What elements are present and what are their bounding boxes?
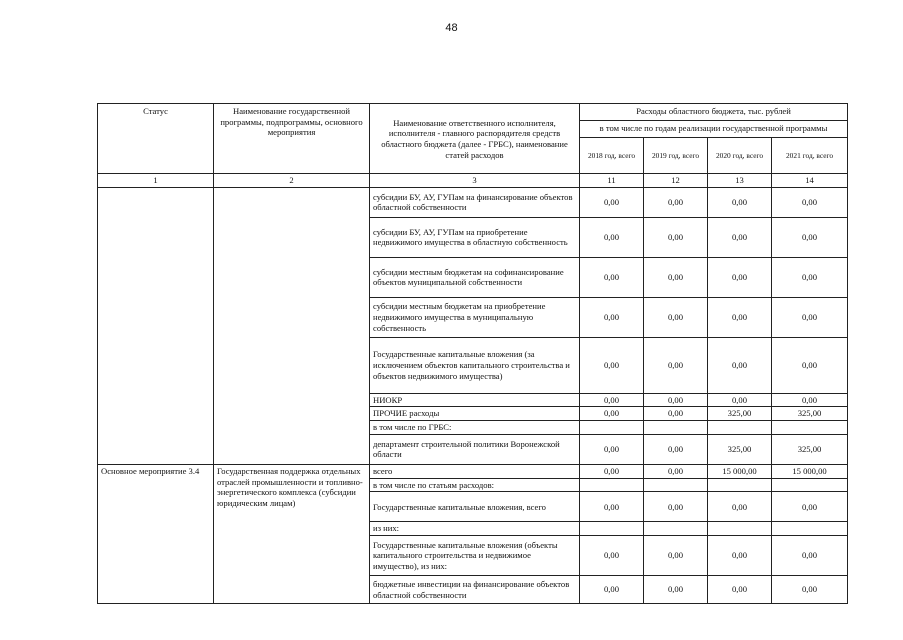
value-cell: 325,00	[772, 434, 848, 464]
value-cell: 0,00	[580, 297, 644, 337]
column-number: 1	[98, 174, 214, 188]
value-cell: 0,00	[772, 217, 848, 257]
expense-label: субсидии БУ, АУ, ГУПам на приобретение недвижимого имущества в областную собственность	[370, 217, 580, 257]
value-cell: 0,00	[644, 464, 708, 478]
value-cell: 0,00	[580, 217, 644, 257]
value-cell: 0,00	[772, 576, 848, 604]
value-cell: 0,00	[644, 536, 708, 576]
value-cell: 0,00	[644, 257, 708, 297]
table-row	[98, 187, 848, 217]
value-cell: 0,00	[580, 257, 644, 297]
expense-label: в том числе по статьям расходов:	[370, 478, 580, 492]
value-cell: 0,00	[580, 536, 644, 576]
value-cell	[772, 421, 848, 435]
value-cell: 0,00	[708, 257, 772, 297]
value-cell: 0,00	[708, 217, 772, 257]
expense-label: субсидии БУ, АУ, ГУПам на финансирование объектов областной собственности	[370, 187, 580, 217]
page-number: 48	[445, 22, 458, 34]
column-number: 12	[644, 174, 708, 188]
value-cell: 15 000,00	[708, 464, 772, 478]
value-cell: 325,00	[708, 434, 772, 464]
expense-label: субсидии местным бюджетам на софинансирование объектов муниципальной собственности	[370, 257, 580, 297]
header-executor: Наименование ответственного исполнителя, исполнителя - главного распорядителя средств областного бюджета (далее - ГРБС), наименование статей расходов	[370, 104, 580, 174]
expense-label: НИОКР	[370, 393, 580, 407]
value-cell	[644, 421, 708, 435]
expense-label: всего	[370, 464, 580, 478]
value-cell: 0,00	[772, 536, 848, 576]
expense-label: Государственные капитальные вложения, всего	[370, 492, 580, 522]
expense-label: ПРОЧИЕ расходы	[370, 407, 580, 421]
value-cell: 0,00	[580, 187, 644, 217]
value-cell: 0,00	[708, 393, 772, 407]
column-number: 14	[772, 174, 848, 188]
value-cell: 0,00	[772, 297, 848, 337]
value-cell: 0,00	[708, 297, 772, 337]
value-cell: 15 000,00	[772, 464, 848, 478]
value-cell	[580, 478, 644, 492]
expense-label: бюджетные инвестиции на финансирование объектов областной собственности	[370, 576, 580, 604]
value-cell	[644, 522, 708, 536]
header-year: 2021 год, всего	[772, 138, 848, 174]
column-number: 11	[580, 174, 644, 188]
value-cell	[708, 421, 772, 435]
value-cell	[580, 522, 644, 536]
value-cell	[708, 478, 772, 492]
value-cell: 0,00	[772, 393, 848, 407]
section-status: Основное мероприятие 3.4	[98, 464, 214, 603]
column-number: 2	[214, 174, 370, 188]
value-cell: 0,00	[708, 576, 772, 604]
value-cell	[772, 478, 848, 492]
header-program-name: Наименование государственной программы, подпрограммы, основного мероприятия	[214, 104, 370, 174]
header-year: 2020 год, всего	[708, 138, 772, 174]
value-cell: 0,00	[580, 407, 644, 421]
value-cell: 0,00	[644, 187, 708, 217]
value-cell	[708, 522, 772, 536]
budget-table	[97, 103, 848, 604]
value-cell: 0,00	[644, 337, 708, 393]
value-cell: 0,00	[644, 297, 708, 337]
value-cell: 0,00	[580, 576, 644, 604]
value-cell: 0,00	[644, 492, 708, 522]
header-by-years: в том числе по годам реализации государственной программы	[580, 121, 848, 138]
value-cell: 0,00	[580, 464, 644, 478]
value-cell: 0,00	[708, 337, 772, 393]
header-expenses: Расходы областного бюджета, тыс. рублей	[580, 104, 848, 121]
expense-label: департамент строительной политики Воронежской области	[370, 434, 580, 464]
value-cell: 0,00	[708, 187, 772, 217]
value-cell: 0,00	[580, 434, 644, 464]
value-cell	[772, 522, 848, 536]
header-year: 2018 год, всего	[580, 138, 644, 174]
header-status: Статус	[98, 104, 214, 174]
section-name: Государственная поддержка отдельных отраслей промышленности и топливно-энергетического комплекса (субсидии юридическим лицам)	[214, 464, 370, 603]
name-cell-empty	[214, 187, 370, 464]
header-year: 2019 год, всего	[644, 138, 708, 174]
column-number: 13	[708, 174, 772, 188]
column-number: 3	[370, 174, 580, 188]
value-cell: 0,00	[580, 393, 644, 407]
value-cell: 0,00	[644, 393, 708, 407]
expense-label: субсидии местным бюджетам на приобретение недвижимого имущества в муниципальную собственность	[370, 297, 580, 337]
value-cell: 0,00	[708, 536, 772, 576]
expense-label: Государственные капитальные вложения (за исключением объектов капитального строительства и объектов недвижимого имущества)	[370, 337, 580, 393]
value-cell: 325,00	[708, 407, 772, 421]
value-cell: 0,00	[644, 434, 708, 464]
value-cell: 0,00	[580, 492, 644, 522]
value-cell	[644, 478, 708, 492]
value-cell: 0,00	[772, 257, 848, 297]
value-cell	[580, 421, 644, 435]
expense-label: Государственные капитальные вложения (объекты капитального строительства и недвижимое имущество), из них:	[370, 536, 580, 576]
value-cell: 0,00	[772, 187, 848, 217]
value-cell: 0,00	[644, 576, 708, 604]
status-cell-empty	[98, 187, 214, 464]
value-cell: 325,00	[772, 407, 848, 421]
value-cell: 0,00	[644, 407, 708, 421]
table-row	[98, 464, 848, 478]
value-cell: 0,00	[772, 492, 848, 522]
value-cell: 0,00	[708, 492, 772, 522]
value-cell: 0,00	[772, 337, 848, 393]
expense-label: из них:	[370, 522, 580, 536]
expense-label: в том числе по ГРБС:	[370, 421, 580, 435]
value-cell: 0,00	[644, 217, 708, 257]
value-cell: 0,00	[580, 337, 644, 393]
